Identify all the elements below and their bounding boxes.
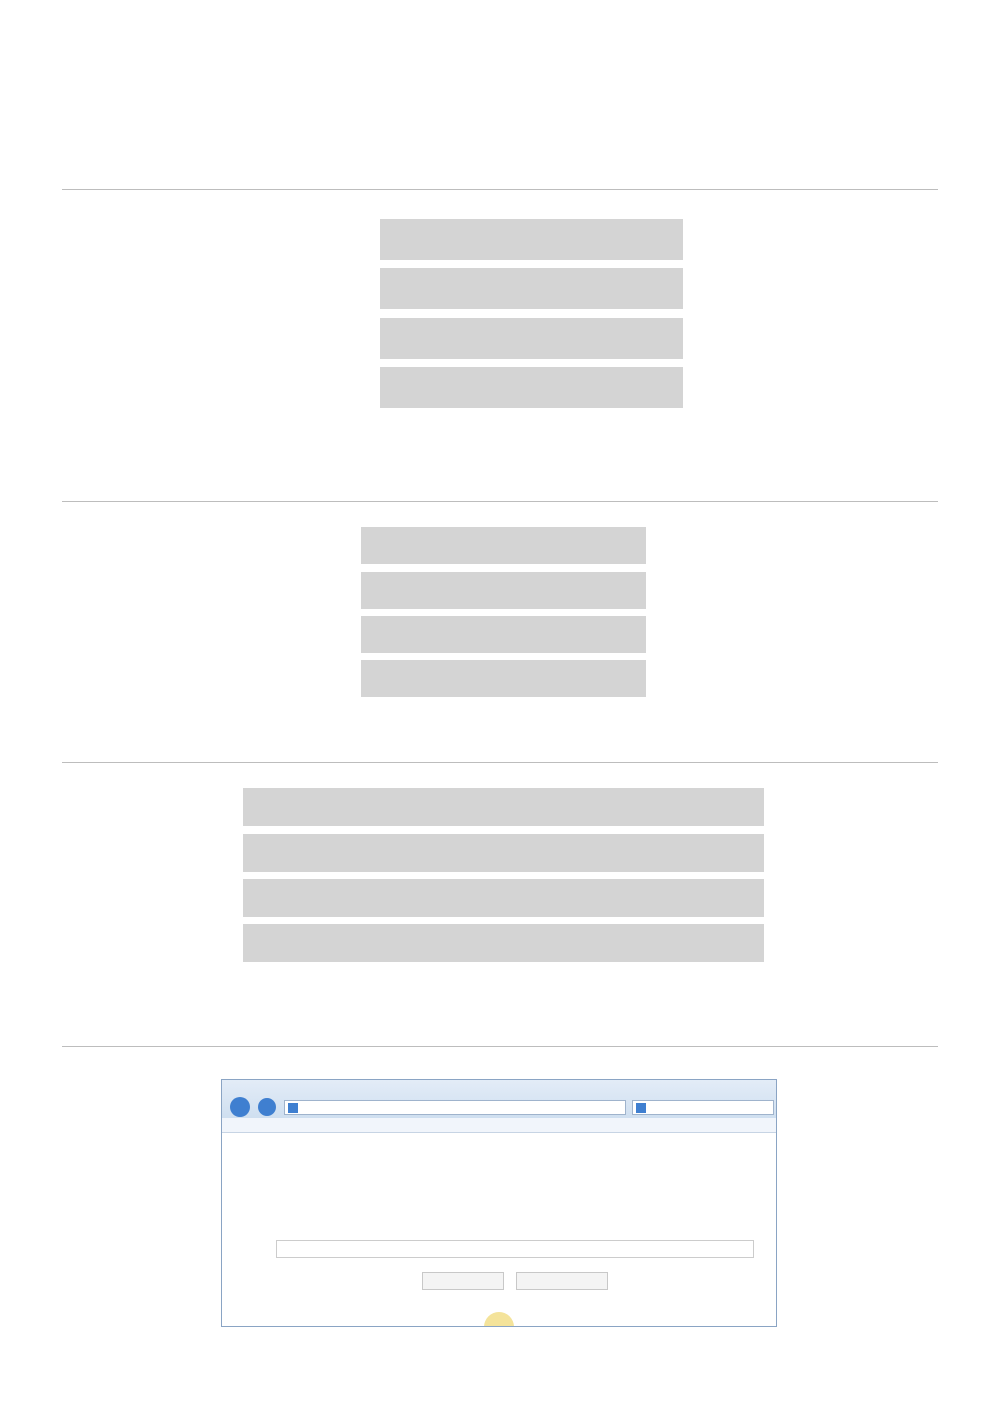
browser-toolbar bbox=[222, 1080, 776, 1118]
question-4-divider bbox=[62, 1046, 938, 1047]
google-search-button[interactable] bbox=[422, 1272, 504, 1290]
question-3-option-1[interactable] bbox=[243, 788, 764, 826]
favicon-icon bbox=[288, 1103, 298, 1113]
question-1-text bbox=[70, 64, 940, 94]
liveworksheets-icon bbox=[700, 1382, 722, 1404]
tab-favicon-icon bbox=[636, 1103, 646, 1113]
question-2-option-disconnected[interactable] bbox=[361, 616, 646, 653]
question-2-option-online[interactable] bbox=[361, 660, 646, 697]
tree-border-left bbox=[40, 36, 64, 1376]
question-2-option-offline[interactable] bbox=[361, 527, 646, 564]
question-3-option-2[interactable] bbox=[243, 834, 764, 872]
liveworksheets-logo bbox=[700, 1378, 726, 1408]
question-2-divider bbox=[62, 501, 938, 502]
browser-menu-bar bbox=[222, 1118, 776, 1133]
address-bar[interactable] bbox=[284, 1100, 626, 1115]
tree-border-bottom bbox=[40, 1352, 960, 1376]
question-3-divider bbox=[62, 762, 938, 763]
forward-icon[interactable] bbox=[258, 1098, 276, 1116]
google-search-input[interactable] bbox=[276, 1240, 754, 1258]
question-1-option-subject[interactable] bbox=[380, 268, 683, 309]
question-3-option-4[interactable] bbox=[243, 924, 764, 962]
tree-border-top bbox=[40, 36, 960, 60]
question-1-option-cc[interactable] bbox=[380, 219, 683, 260]
browser-screenshot[interactable] bbox=[221, 1079, 777, 1327]
back-icon[interactable] bbox=[230, 1097, 250, 1117]
question-1-divider bbox=[62, 189, 938, 190]
browser-tab[interactable] bbox=[632, 1100, 774, 1115]
question-2-option-busy[interactable] bbox=[361, 572, 646, 609]
feeling-lucky-button[interactable] bbox=[516, 1272, 608, 1290]
question-3-option-3[interactable] bbox=[243, 879, 764, 917]
doodle-image bbox=[484, 1312, 514, 1327]
question-1-option-bcc[interactable] bbox=[380, 367, 683, 408]
question-1-option-to[interactable] bbox=[380, 318, 683, 359]
tree-border-right bbox=[936, 36, 960, 1376]
